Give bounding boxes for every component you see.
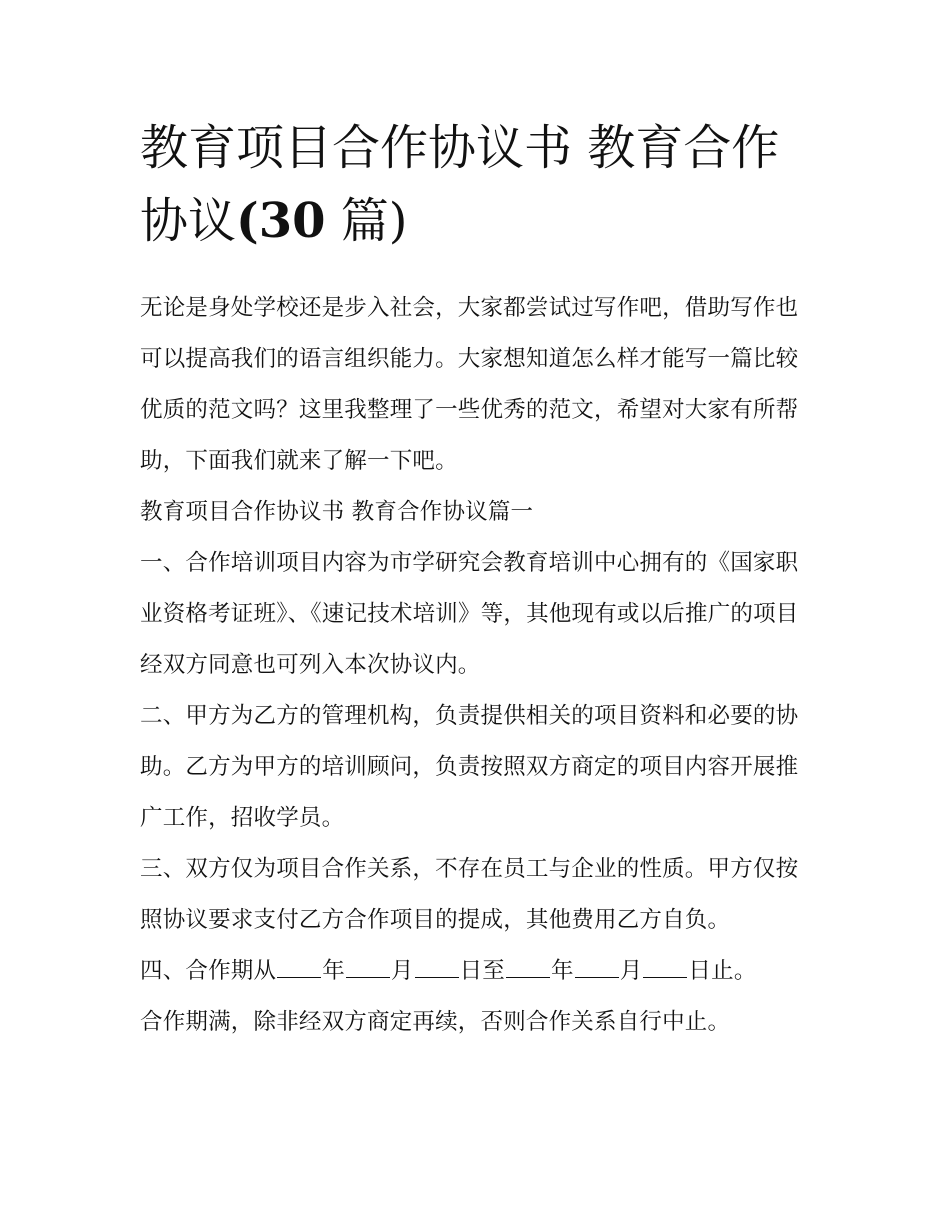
- closing-paragraph: 合作期满，除非经双方商定再续，否则合作关系自行中止。: [140, 1009, 731, 1035]
- clause-1: 一、合作培训项目内容为市学研究会教育培训中心拥有的《国家职业资格考证班》、《速记技术培训》等，其他现有或以后推广的项目经双方同意也可列入本次协议内。: [140, 550, 799, 678]
- blank-field: [415, 957, 459, 978]
- blank-field: [575, 957, 619, 978]
- document-body: [140, 283, 820, 1048]
- clause-3: 三、双方仅为项目合作关系，不存在员工与企业的性质。甲方仅按照协议要求支付乙方合作项目的提成，其他费用乙方自负。: [140, 856, 799, 933]
- title-suffix: 篇): [325, 193, 408, 249]
- clause-2: 二、甲方为乙方的管理机构，负责提供相关的项目资料和必要的协助。乙方为甲方的培训顾问，负责按照双方商定的项目内容开展推广工作，招收学员。: [140, 703, 799, 831]
- document-title: [140, 112, 820, 258]
- document-page: [140, 112, 820, 1048]
- clause-4-month-end: 月: [619, 958, 643, 984]
- clause-4-day-end: 日止。: [688, 958, 757, 984]
- clause-4-month-start: 月: [390, 958, 414, 984]
- blank-field: [277, 957, 321, 978]
- title-count: (30: [236, 193, 326, 249]
- title-text: 教育项目合作协议书 教育合作协议: [140, 120, 780, 249]
- blank-field: [643, 957, 687, 978]
- blank-field: [346, 957, 390, 978]
- clause-4-year-end: 年: [551, 958, 574, 984]
- clause-4-day-start: 日至: [459, 958, 506, 984]
- intro-paragraph: 无论是身处学校还是步入社会，大家都尝试过写作吧，借助写作也可以提高我们的语言组织能力。大家想知道怎么样才能写一篇比较优质的范文吗？这里我整理了一些优秀的范文，希望对大家有所帮助，下面我们就来了解一下吧。: [140, 295, 799, 474]
- clause-4-prefix: 四、合作期从: [140, 958, 277, 984]
- clause-4: [140, 946, 820, 997]
- section-heading: 教育项目合作协议书 教育合作协议篇一: [140, 499, 534, 525]
- blank-field: [506, 957, 550, 978]
- clause-4-year-start: 年: [322, 958, 345, 984]
